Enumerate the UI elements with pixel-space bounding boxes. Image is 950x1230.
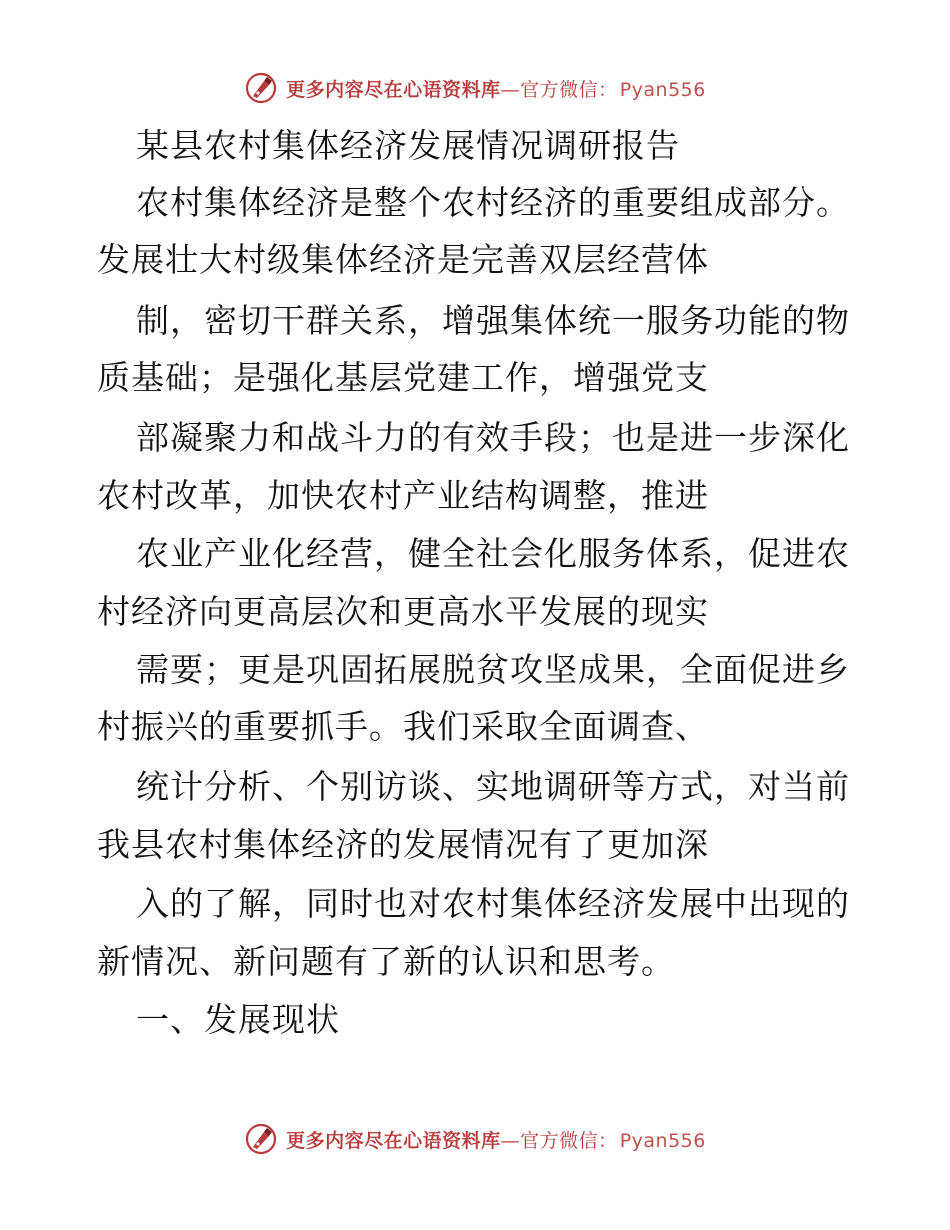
- watermark-text: 更多内容尽在心语资料库—官方微信： Pyan556: [286, 1129, 706, 1152]
- paragraph-line: 需要；更是巩固拓展脱贫攻坚成果，全面促进乡: [136, 650, 850, 689]
- paragraph-line: 农村集体经济是整个农村经济的重要组成部分。: [136, 183, 850, 222]
- paragraph-line: 农业产业化经营，健全社会化服务体系，促进农: [136, 534, 850, 573]
- paragraph-line: 统计分析、个别访谈、实地调研等方式，对当前: [136, 767, 850, 806]
- pen-nib-logo-icon: [244, 71, 278, 105]
- paragraph-line: 新情况、新问题有了新的认识和思考。: [97, 942, 675, 981]
- paragraph-line: 村振兴的重要抓手。我们采取全面调查、: [97, 707, 709, 746]
- header-watermark: [0, 70, 950, 106]
- paragraph-line: 我县农村集体经济的发展情况有了更加深: [97, 825, 709, 864]
- paragraph-line: 质基础；是强化基层党建工作，增强党支: [97, 358, 709, 397]
- paragraph-line: 村经济向更高层次和更高水平发展的现实: [97, 592, 709, 631]
- document-title: 某县农村集体经济发展情况调研报告: [136, 126, 680, 165]
- paragraph-line: 制，密切干群关系，增强集体统一服务功能的物: [136, 301, 850, 340]
- section-heading: 一、发展现状: [136, 1000, 340, 1039]
- footer-watermark: [0, 1121, 950, 1157]
- paragraph-line: 农村改革，加快农村产业结构调整，推进: [97, 476, 709, 515]
- paragraph-line: 部凝聚力和战斗力的有效手段；也是进一步深化: [136, 418, 850, 457]
- watermark-text: 更多内容尽在心语资料库—官方微信： Pyan556: [286, 78, 706, 101]
- paragraph-line: 发展壮大村级集体经济是完善双层经营体: [97, 240, 709, 279]
- paragraph-line: 入的了解，同时也对农村集体经济发展中出现的: [136, 884, 850, 923]
- pen-nib-logo-icon: [244, 1122, 278, 1156]
